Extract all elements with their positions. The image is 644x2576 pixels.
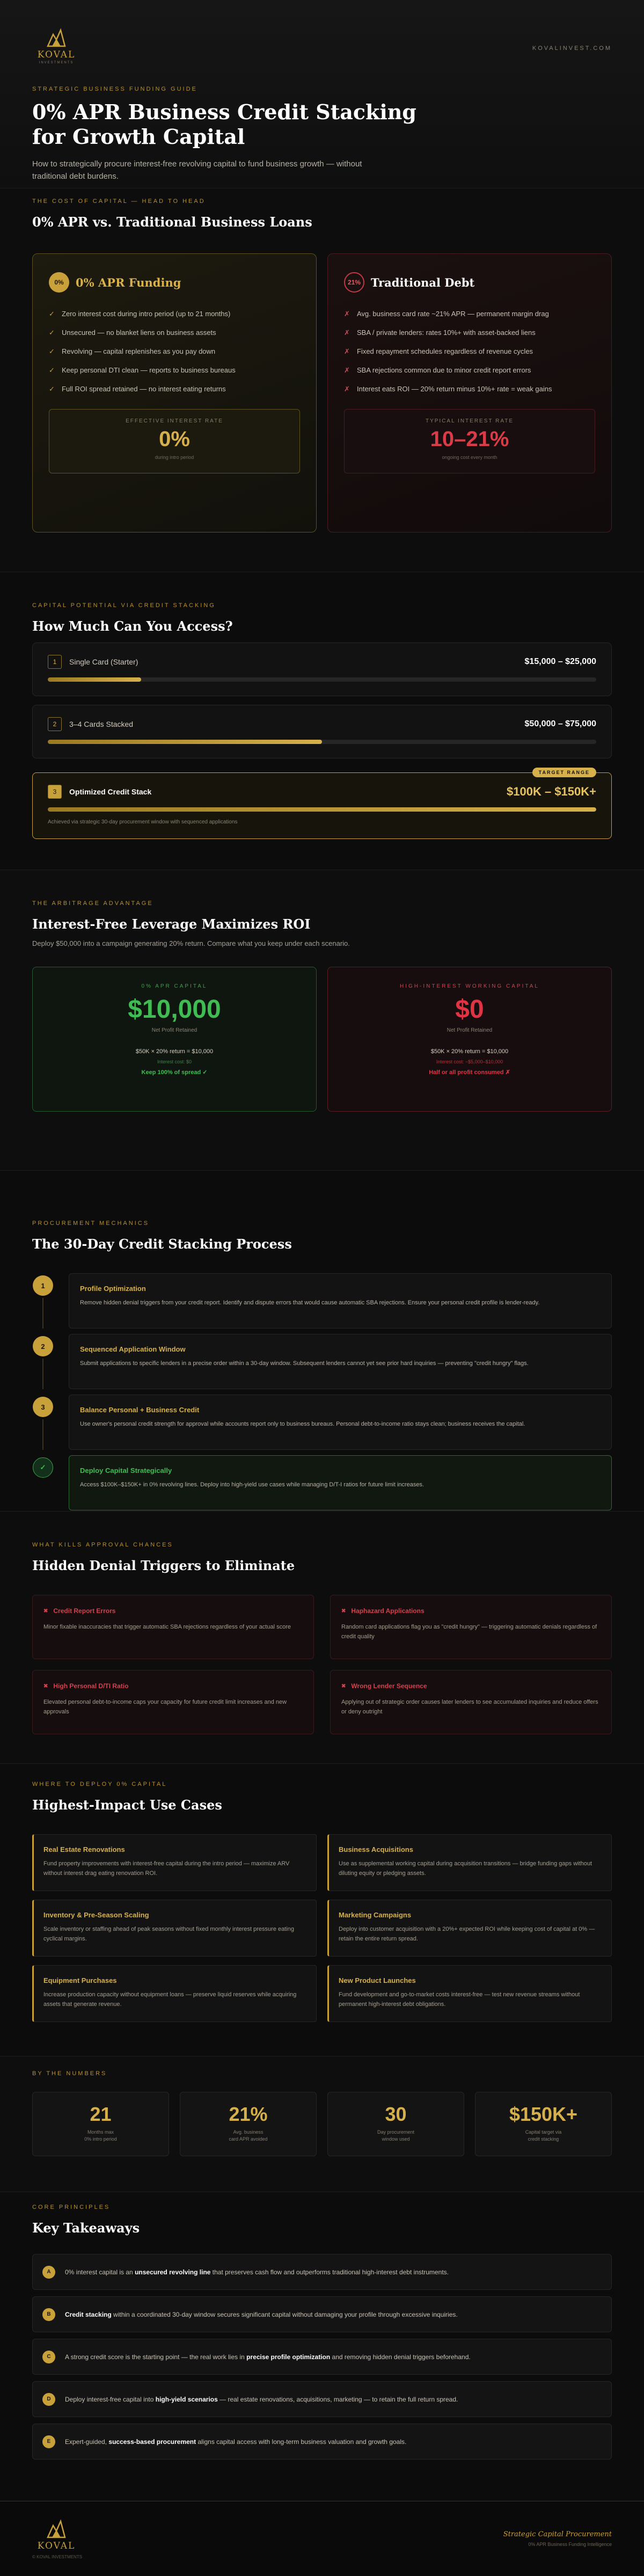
footer-tagline: Strategic Capital Procurement [503,2530,612,2538]
step-number: 1 [33,1275,53,1296]
tier-progress-bar [48,807,596,812]
brand-subtitle: INVESTMENTS [39,61,74,64]
koval-logo-icon [45,2518,68,2539]
process-step [32,1334,612,1389]
traditional-debt-title: Traditional Debt [371,275,475,289]
denial-trigger-card: ✖ Haphazard Applications Random card applications flag you as "credit hungry" — triggering automatic denials regardless of credit quality [330,1595,612,1659]
checkmark-icon: ✓ [33,1457,53,1478]
typical-rate-box: TYPICAL INTEREST RATE 10–21% ongoing cost every month [344,409,595,473]
target-range-badge: TARGET RANGE [532,768,596,777]
tier-number: 2 [48,717,62,731]
tier-amount: $100K – $150K+ [507,785,596,798]
hero-section [0,0,644,188]
check-icon: ✓ [49,384,55,393]
footer-logo[interactable]: KOVAL [32,2518,80,2551]
denial-title: Hidden Denial Triggers to Eliminate [32,1558,295,1573]
tier-row [32,643,612,696]
denial-section [0,1511,644,1763]
twenty-one-percent-badge: 21% [344,272,364,293]
check-icon: ✓ [49,328,55,337]
cross-icon: ✗ [344,309,350,318]
check-icon: ✓ [49,347,55,355]
check-icon: ✓ [49,366,55,374]
use-cases-section [0,1763,644,2056]
zero-apr-roi-card: 0% APR CAPITAL $10,000 Net Profit Retained $50K × 20% return = $10,000 Interest cost: $0 Keep 100% of spread ✓ [32,967,317,1112]
process-step [32,1395,612,1450]
benefit-item: ✓ Revolving — capital replenishes as you pay down [49,347,216,355]
cross-icon: ✖ [341,1683,346,1689]
takeaways-section [0,2192,644,2501]
zero-percent-badge: 0% [49,272,69,293]
use-case-card: Equipment Purchases Increase production capacity without equipment loans — preserve liquid reserves while acquiring assets that generate revenue. [32,1965,317,2022]
benefit-item: ✓ Unsecured — no blanket liens on business assets [49,328,216,337]
process-title: The 30-Day Credit Stacking Process [32,1236,292,1252]
denial-kicker: WHAT KILLS APPROVAL CHANCES [32,1542,173,1548]
numbers-kicker: BY THE NUMBERS [32,2070,107,2077]
step-description: Remove hidden denial triggers from your credit report. Identify and dispute errors that would cause automatic SBA rejections. Ensure your personal credit profile is lender-ready. [80,1300,540,1306]
process-kicker: PROCUREMENT MECHANICS [32,1220,150,1227]
hero-kicker: STRATEGIC BUSINESS FUNDING GUIDE [32,86,197,92]
stat-card: 21 Months max 0% intro period [32,2092,169,2156]
use-case-card: Business Acquisitions Use as supplemental working capital during acquisition transitions — bridge funding gaps without diluting equity or pledging assets. [327,1834,612,1891]
takeaway-item: E Expert-guided, success-based procurement aligns capital access with long-term business valuation and growth goals. [32,2424,612,2460]
tier-number: 1 [48,655,62,669]
step-title: Deploy Capital Strategically [80,1466,172,1475]
tier-progress-bar [48,740,596,744]
drawback-item: ✗ Fixed repayment schedules regardless of revenue cycles [344,347,533,355]
hero-subtitle: How to strategically procure interest-free revolving capital to fund business growth — without traditional debt burdens. [32,159,362,181]
tier-name: Single Card (Starter) [69,658,138,666]
benefit-item: ✓ Keep personal DTI clean — reports to business bureaus [49,366,236,374]
cross-icon: ✖ [43,1683,48,1689]
cross-icon: ✗ [344,366,350,374]
net-profit-value: $10,000 [128,995,221,1024]
footer-copyright: © KOVAL INVESTMENTS [32,2555,83,2559]
numbers-section [0,2056,644,2192]
typical-rate-value: 10–21% [430,427,509,451]
step-title: Profile Optimization [80,1285,146,1293]
process-step [32,1273,612,1329]
takeaways-kicker: CORE PRINCIPLES [32,2204,111,2210]
tier-number: 3 [48,785,62,799]
takeaway-item: A 0% interest capital is an unsecured revolving line that preserves cash flow and outperforms traditional high-interest debt instruments. [32,2254,612,2290]
cross-icon: ✗ [344,384,350,393]
access-section [0,572,644,870]
uses-kicker: WHERE TO DEPLOY 0% CAPITAL [32,1781,167,1787]
drawback-item: ✗ SBA / private lenders: rates 10%+ with asset-backed liens [344,328,536,337]
tier-amount: $50,000 – $75,000 [524,719,596,728]
denial-trigger-card: ✖ Credit Report Errors Minor fixable inaccuracies that trigger automatic SBA rejections regardless of your actual score [32,1595,314,1659]
step-number: 2 [33,1336,53,1356]
site-url-link[interactable]: KOVALINVEST.COM [532,45,612,52]
stat-card: $150K+ Capital target via credit stacking [475,2092,612,2156]
compare-section [0,188,644,572]
brand-logo[interactable] [32,27,80,64]
compare-title: 0% APR vs. Traditional Business Loans [32,214,312,230]
koval-logo-icon [45,27,68,48]
roi-kicker: THE ARBITRAGE ADVANTAGE [32,900,153,907]
tier-note: Achieved via strategic 30-day procurement window with sequenced applications [48,819,238,825]
traditional-debt-card [327,253,612,532]
effective-rate-box: EFFECTIVE INTEREST RATE 0% during intro period [49,409,300,473]
step-description: Submit applications to specific lenders in a precise order within a 30-day window. Subsequent lenders cannot yet see prior hard inquiries — preventing "credit hungry" flags. [80,1360,529,1367]
roi-title: Interest-Free Leverage Maximizes ROI [32,916,311,932]
stat-card: 21% Avg. business card APR avoided [180,2092,317,2156]
compare-kicker: THE COST OF CAPITAL — HEAD TO HEAD [32,198,206,205]
use-case-card: New Product Launches Fund development and go-to-market costs interest-free — test new revenue streams without permanent high-interest debt obligations. [327,1965,612,2022]
drawback-item: ✗ SBA rejections common due to minor credit report errors [344,366,531,374]
step-title: Balance Personal + Business Credit [80,1406,200,1414]
denial-trigger-card: ✖ Wrong Lender Sequence Applying out of strategic order causes later lenders to see accumulated inquiries and reduce offers or deny outright [330,1670,612,1734]
cross-icon: ✗ [344,347,350,355]
tier-amount: $15,000 – $25,000 [524,657,596,666]
tier-name: Optimized Credit Stack [69,787,152,796]
page-footer [0,2501,644,2576]
optimized-tier-row [32,772,612,839]
use-case-card: Inventory & Pre-Season Scaling Scale inventory or staffing ahead of peak seasons without fixed monthly interest pressure eating cyclical margins. [32,1900,317,1957]
step-description: Access $100K–$150K+ in 0% revolving lines. Deploy into high-yield use cases while managing D/T-I ratios for future limit increases. [80,1482,425,1488]
takeaway-item: C A strong credit score is the starting point — the real work lies in precise profile optimization and removing hidden denial triggers beforehand. [32,2339,612,2375]
footer-subtext: 0% APR Business Funding Intelligence [528,2542,612,2547]
denial-trigger-card: ✖ High Personal D/TI Ratio Elevated personal debt-to-income caps your capacity for future credit limit increases and new approvals [32,1670,314,1734]
zero-apr-card [32,253,317,532]
cross-icon: ✗ [344,328,350,337]
drawback-item: ✗ Avg. business card rate ~21% APR — permanent margin drag [344,309,549,318]
benefit-item: ✓ Zero interest cost during intro period (up to 21 months) [49,309,231,318]
takeaways-title: Key Takeaways [32,2220,140,2236]
uses-title: Highest-Impact Use Cases [32,1797,222,1813]
takeaway-item: D Deploy interest-free capital into high-yield scenarios — real estate renovations, acquisitions, marketing — to retain the full return spread. [32,2381,612,2417]
tier-name: 3–4 Cards Stacked [69,720,134,728]
zero-apr-title: 0% APR Funding [76,275,181,289]
use-case-card: Real Estate Renovations Fund property improvements with interest-free capital during the intro period — maximize ARV without interest drag eating renovation ROI. [32,1834,317,1891]
step-title: Sequenced Application Window [80,1345,186,1353]
benefit-item: ✓ Full ROI spread retained — no interest eating returns [49,384,226,393]
tier-progress-bar [48,677,596,682]
access-kicker: CAPITAL POTENTIAL VIA CREDIT STACKING [32,602,216,609]
hero-title: 0% APR Business Credit Stacking for Growth Capital [32,100,416,149]
check-icon: ✓ [49,309,55,318]
roi-section [0,870,644,1170]
brand-name: KOVAL [37,49,76,60]
access-title: How Much Can You Access? [32,618,233,634]
roi-lead: Deploy $50,000 into a campaign generating 20% return. Compare what you keep under each scenario. [32,939,350,947]
process-section [0,1170,644,1511]
cross-icon: ✖ [43,1608,48,1614]
net-profit-value: $0 [455,995,484,1024]
takeaway-item: B Credit stacking within a coordinated 30-day window secures significant capital without damaging your profile through excessive inquiries. [32,2296,612,2332]
step-description: Use owner's personal credit strength for approval while accounts report only to business bureaus. Personal debt-to-income ratio stays clean; business receives the capital. [80,1421,525,1427]
process-step [32,1455,612,1510]
high-interest-roi-card: HIGH-INTEREST WORKING CAPITAL $0 Net Profit Retained $50K × 20% return = $10,000 Interest cost: −$5,000–$10,000 Half or all profit consumed ✗ [327,967,612,1112]
tier-row [32,705,612,758]
cross-icon: ✖ [341,1608,346,1614]
use-case-card: Marketing Campaigns Deploy into customer acquisition with a 20%+ expected ROI while keeping cost of capital at 0% — retain the entire return spread. [327,1900,612,1957]
effective-rate-value: 0% [159,427,190,451]
stat-card: 30 Day procurement window used [327,2092,464,2156]
step-number: 3 [33,1397,53,1417]
drawback-item: ✗ Interest eats ROI — 20% return minus 10%+ rate = weak gains [344,384,552,393]
